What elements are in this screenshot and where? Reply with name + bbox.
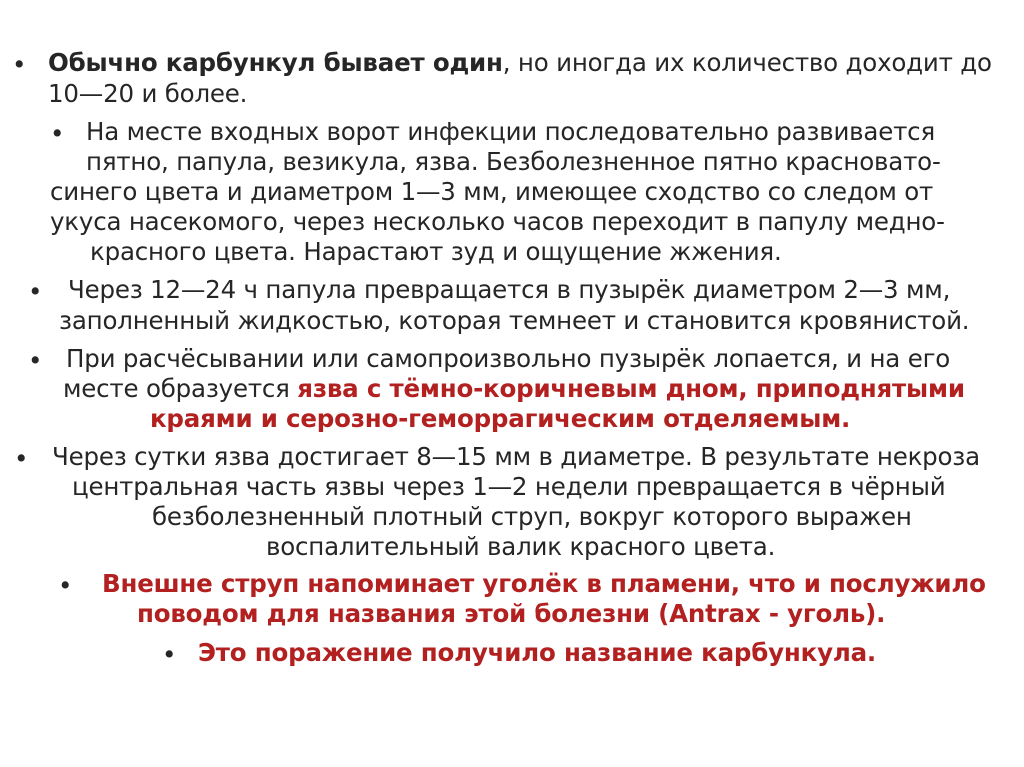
paragraph-7-line-1: Это поражение получило название карбункула. [198,638,877,667]
bullet-6: • [58,571,73,600]
paragraph-4-line-2-highlight: язва с тёмно-коричневым дном, приподнятыми [297,374,965,403]
paragraph-3-line-2: заполненный жидкостью, которая темнеет и становится кровянистой. [59,306,970,335]
paragraph-6-line-1: Внешне струп напоминает уголёк в пламени, что и послужило [102,569,986,598]
paragraph-1-line-1 [48,48,992,79]
paragraph-1-rest: , но иногда их количество доходит до [502,48,992,77]
paragraph-2-line-5: красного цвета. Нарастают зуд и ощущение жжения. [90,237,782,266]
paragraph-2-line-3: синего цвета и диаметром 1—3 мм, имеющее сходство со следом от [50,177,934,206]
paragraph-2-line-4: укуса насекомого, через несколько часов переходит в папулу медно- [50,207,945,236]
paragraph-4-line-2 [63,374,965,405]
paragraph-1-line-2: 10—20 и более. [48,79,248,108]
paragraph-5-line-2: центральная часть язвы через 1—2 недели превращается в чёрный [72,472,946,501]
paragraph-2-line-2: пятно, папула, везикула, язва. Безболезненное пятно красновато- [86,147,941,176]
paragraph-3-line-1: Через 12—24 ч папула превращается в пузырёк диаметром 2—3 мм, [68,275,951,304]
bullet-7: • [162,640,177,669]
bullet-4: • [28,346,43,375]
paragraph-2-line-1: На месте входных ворот инфекции последовательно развивается [86,117,935,146]
paragraph-6-line-2: поводом для названия этой болезни (Antrax - уголь). [137,599,886,628]
bullet-5: • [14,444,29,473]
paragraph-4-line-2-plain: месте образуется [63,374,298,403]
bullet-1: • [12,50,27,79]
paragraph-5-line-4: воспалительный валик красного цвета. [266,532,776,561]
paragraph-4-line-1: При расчёсывании или самопроизвольно пузырёк лопается, и на его [66,344,951,373]
paragraph-5-line-3: безболезненный плотный струп, вокруг которого выражен [152,502,912,531]
bullet-2: • [50,119,65,148]
paragraph-4-line-3: краями и серозно-геморрагическим отделяемым. [150,404,851,433]
paragraph-1-bold: Обычно карбункул бывает один [48,48,503,77]
paragraph-5-line-1: Через сутки язва достигает 8—15 мм в диаметре. В результате некроза [52,442,980,471]
bullet-3: • [28,277,43,306]
